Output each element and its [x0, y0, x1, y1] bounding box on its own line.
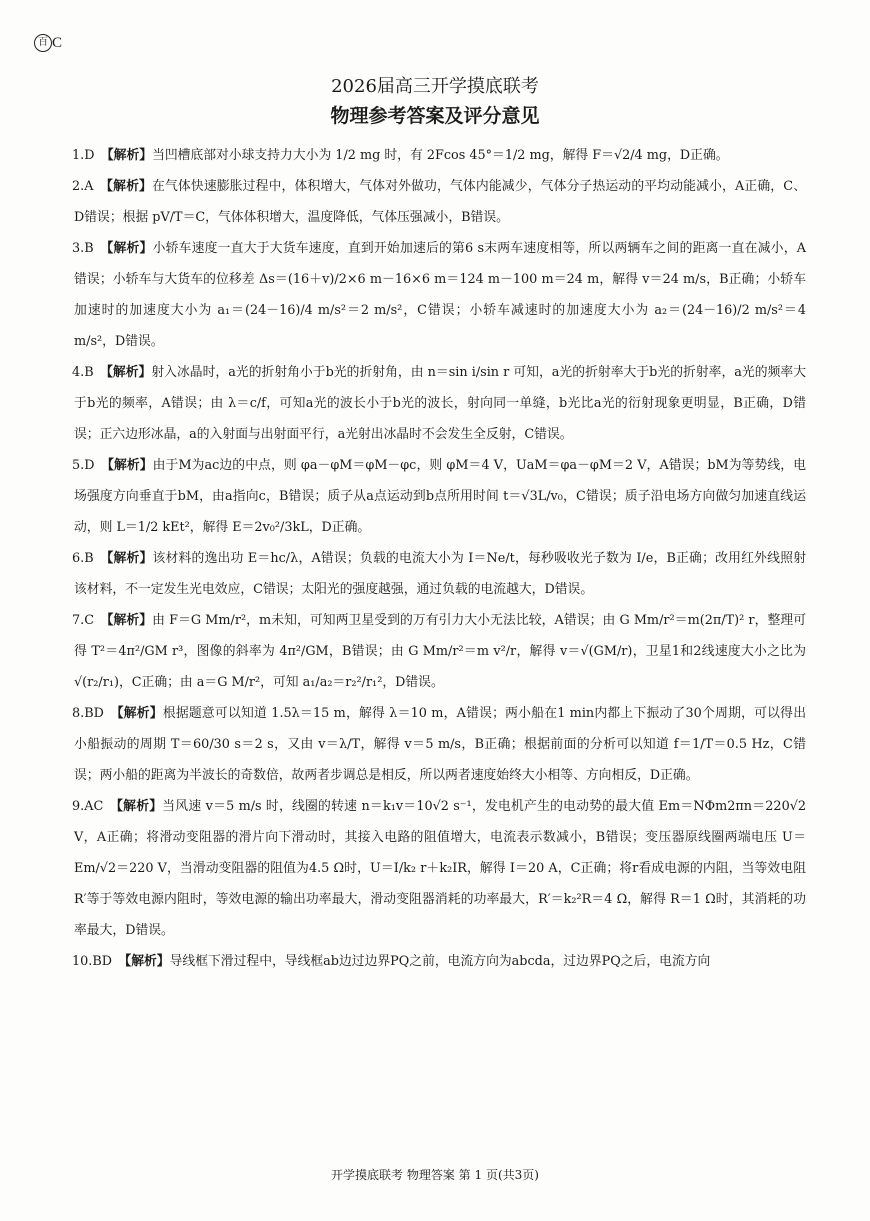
answer-item: [74, 233, 806, 357]
answer-number: 3.B: [72, 241, 94, 256]
corner-mark: [34, 34, 62, 52]
circled-char: 百: [34, 34, 52, 52]
answer-text: 射入冰晶时，a光的折射角小于b光的折射角，由 n＝sin i/sin r 可知，a光的折射率大于b光的折射率，a光的频率大于b光的频率，A错误；由 λ＝c/f，可知a光的波长小于b光的波长，射向同一单缝，b光比a光的衍射现象更明显，B正确，D错误；正六边形冰晶，a的入射面与出射面平行，a光射出冰晶时不会发生全反射，C错误。: [74, 365, 806, 442]
analysis-tag: 【解析】: [106, 365, 152, 380]
answer-item: [74, 140, 806, 171]
answer-number: 6.B: [72, 551, 94, 566]
answer-text: 根据题意可以知道 1.5λ＝15 m，解得 λ＝10 m，A错误；两小船在1 min内都上下振动了30个周期，可以得出小船振动的周期 T＝60/30 s＝2 s，又由 v＝λ/T，解得 v＝5 m/s，B正确；根据前面的分析可以知道 f＝1/T＝0.5 Hz，C错误；两小船的距离为半波长的奇数倍，故两者步调总是相反，所以两者速度始终大小相等、方向相反，D正确。: [74, 706, 806, 783]
answer-item: [74, 357, 806, 450]
answer-number: 4.B: [72, 365, 94, 380]
analysis-tag: 【解析】: [107, 148, 153, 163]
answer-item: [74, 791, 806, 946]
analysis-tag: 【解析】: [106, 179, 152, 194]
answer-list: [74, 140, 806, 977]
answer-item: [74, 450, 806, 543]
analysis-tag: 【解析】: [106, 241, 153, 256]
answer-text: 当凹槽底部对小球支持力大小为 1/2 mg 时，有 2Fcos 45°＝1/2 mg，解得 F＝√2/4 mg，D正确。: [152, 148, 729, 163]
answer-number: 2.A: [72, 179, 94, 194]
answer-text: 导线框下滑过程中，导线框ab边过边界PQ之前，电流方向为abcda，过边界PQ之后，电流方向: [169, 954, 711, 969]
answer-number: 1.D: [72, 148, 95, 163]
analysis-tag: 【解析】: [117, 706, 163, 721]
answer-number: 8.BD: [72, 706, 104, 721]
analysis-tag: 【解析】: [106, 551, 153, 566]
answer-item: [74, 171, 806, 233]
answer-text: 由于M为ac边的中点，则 φa－φM＝φM－φc，则 φM＝4 V，UaM＝φa－φM＝2 V，A错误；bM为等势线，电场强度方向垂直于bM，由a指向c，B错误；质子从a点运动到b点所用时间 t＝√3L/v₀，C错误；质子沿电场方向做匀加速直线运动，则 L＝1/2 kEt²，解得 E＝2v₀²/3kL，D正确。: [74, 458, 806, 535]
analysis-tag: 【解析】: [107, 458, 153, 473]
exam-title: 2026届高三开学摸底联考: [331, 76, 539, 97]
answer-item: [74, 543, 806, 605]
answer-item: [74, 698, 806, 791]
analysis-tag: 【解析】: [106, 613, 153, 628]
analysis-tag: 【解析】: [124, 954, 170, 969]
answer-item: [74, 605, 806, 698]
answer-subtitle: 物理参考答案及评分意见: [330, 105, 540, 127]
answer-number: 10.BD: [72, 954, 113, 969]
answer-number: 9.AC: [72, 799, 104, 814]
answer-text: 由 F＝G Mm/r²，m未知，可知两卫星受到的万有引力大小无法比较，A错误；由 G Mm/r²＝m(2π/T)² r，整理可得 T²＝4π²/GM r³，图像的斜率为 4π²/GM，B错误；由 G Mm/r²＝m v²/r，解得 v＝√(GM/r)，卫星1和2线速度大小之比为 √(r₂/r₁)，C正确；由 a＝G M/r²，可知 a₁/a₂＝r₂²/r₁²，D错误。: [74, 613, 806, 690]
corner-letter: C: [52, 34, 63, 51]
answer-text: 在气体快速膨胀过程中，体积增大，气体对外做功，气体内能减少，气体分子热运动的平均动能减小，A正确，C、D错误；根据 pV/T＝C，气体体积增大，温度降低，气体压强减小，B错误。: [74, 179, 806, 225]
answer-text: 当风速 v＝5 m/s 时，线圈的转速 n＝k₁v＝10√2 s⁻¹，发电机产生的电动势的最大值 Em＝NΦm2πn＝220√2 V，A正确；将滑动变阻器的滑片向下滑动时，其接入电路的阻值增大，电流表示数减小，B错误；变压器原线圈两端电压 U＝Em/√2＝220 V，当滑动变阻器的阻值为4.5 Ω时，U＝I/k₂ r＋k₂IR，解得 I＝20 A，C正确；将r看成电源的内阻，当等效电阻R′等于等效电源内阻时，等效电源的输出功率最大，滑动变阻器消耗的功率最大，R′＝k₂²R＝4 Ω，解得 R＝1 Ω时，其消耗的功率最大，D错误。: [74, 799, 807, 938]
answer-number: 5.D: [72, 458, 95, 473]
answer-number: 7.C: [72, 613, 95, 628]
analysis-tag: 【解析】: [116, 799, 163, 814]
answer-text: 该材料的逸出功 E＝hc/λ，A错误；负载的电流大小为 I＝Ne/t，每秒吸收光子数为 I/e，B正确；改用红外线照射该材料，不一定发生光电效应，C错误；太阳光的强度越强，通过负载的电流越大，D错误。: [74, 551, 807, 597]
answer-item: [74, 946, 806, 977]
answer-text: 小轿车速度一直大于大货车速度，直到开始加速后的第6 s末两车速度相等，所以两辆车之间的距离一直在减小，A错误；小轿车与大货车的位移差 Δs＝(16＋v)/2×6 m－16×6 m＝124 m－100 m＝24 m，解得 v＝24 m/s，B正确；小轿车加速时的加速度大小为 a₁＝(24－16)/4 m/s²＝2 m/s²，C错误；小轿车减速时的加速度大小为 a₂＝(24－16)/2 m/s²＝4 m/s²，D错误。: [74, 241, 806, 349]
page-footer: 开学摸底联考 物理答案 第 1 页(共3页): [331, 1168, 539, 1182]
